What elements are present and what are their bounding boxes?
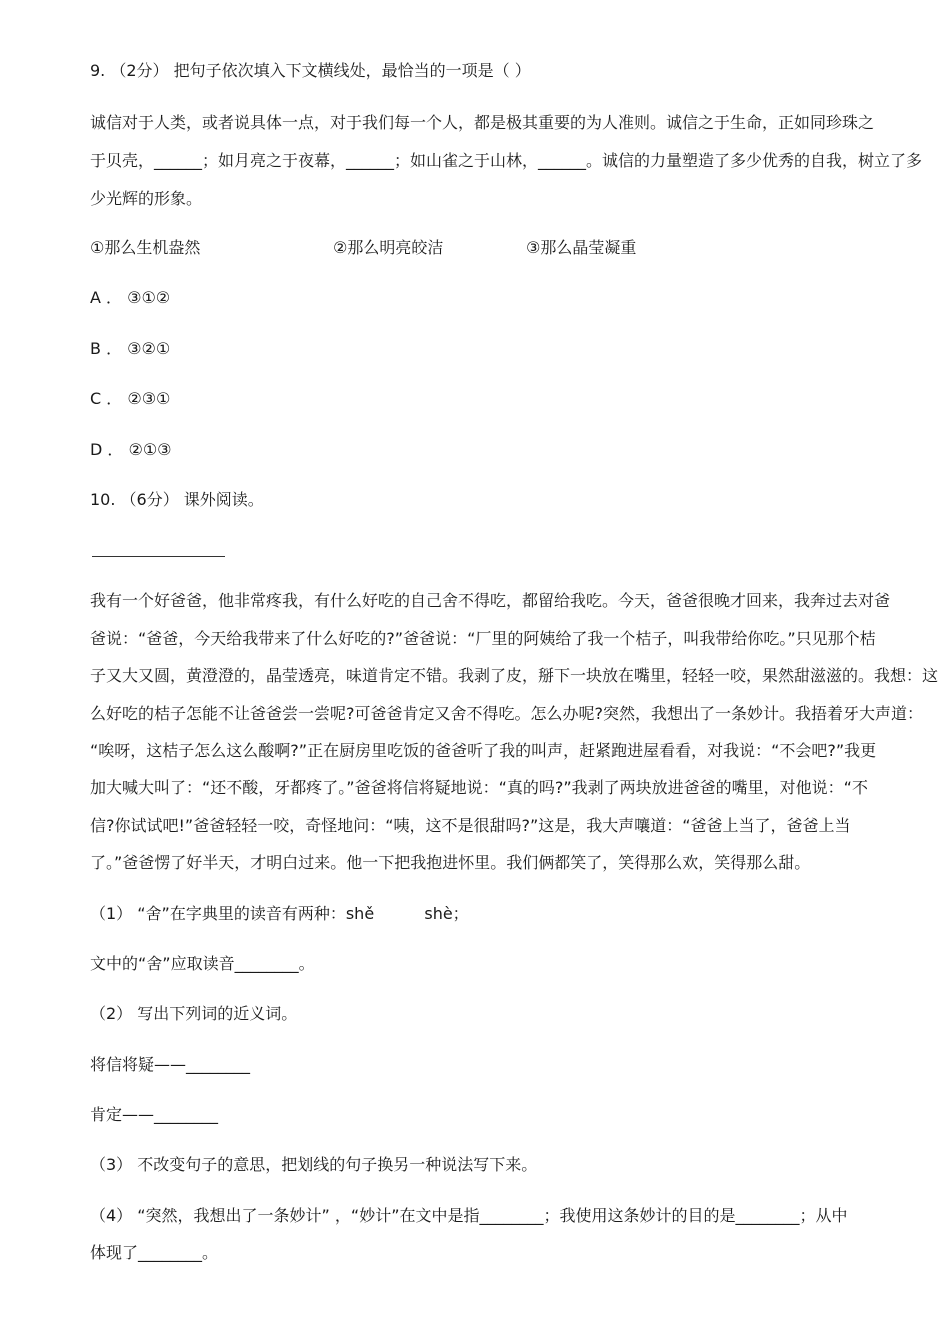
sub2-answer-line-2[interactable]: 肯定——________ [90,1105,219,1124]
q10-passage-line-4: 么好吃的桔子怎能不让爸爸尝一尝呢?可爸爸肯定又舍不得吃。怎么办呢?突然，我想出了一条妙计。我捂着牙大声道： [90,704,923,723]
q10-passage-line-7: 信?你试试吧!”爸爸轻轻一咬，奇怪地问：“咦，这不是很甜吗?”这是，我大声嚷道：“爸爸上当了，爸爸上当 [90,816,851,835]
sub1-pronunciation-2: shè； [424,904,469,923]
q10-passage-line-2: 爸说：“爸爸，今天给我带来了什么好吃的?”爸爸说：“厂里的阿姨给了我一个桔子，叫我带给你吃。”只见那个桔 [90,629,876,648]
q10-passage-line-1: 我有一个好爸爸，他非常疼我，有什么好吃的自己舍不得吃，都留给我吃。今天，爸爸很晚才回来，我奔过去对爸 [90,591,891,610]
passage-title-blank [92,556,225,557]
q10-header: 10. （6分） 课外阅读。 [90,490,264,509]
q9-passage-line-3: 少光辉的形象。 [90,189,203,208]
q9-phrase-3: ③那么晶莹凝重 [526,238,637,257]
sub-question-4-line-1[interactable]: （4） “突然，我想出了一条妙计” ，“妙计”在文中是指________；我使用这条妙计的目的是________；从中 [90,1206,848,1225]
sub-question-4-line-2[interactable]: 体现了________。 [90,1243,219,1262]
q9-passage-line-1: 诚信对于人类，或者说具体一点，对于我们每一个人，都是极其重要的为人准则。诚信之于生命，正如同珍珠之 [90,113,875,132]
sub2-answer-line-1[interactable]: 将信将疑——________ [90,1055,251,1074]
q9-header: 9. （2分） 把句子依次填入下文横线处，最恰当的一项是（ ） [90,61,531,80]
q10-passage-line-8: 了。”爸爸愣了好半天，才明白过来。他一下把我抱进怀里。我们俩都笑了，笑得那么欢，笑得那么甜。 [90,853,811,872]
q9-option-d[interactable]: D ． ②①③ [90,440,172,459]
sub-question-1 [90,903,469,925]
q9-option-b[interactable]: B ． ③②① [90,339,171,358]
sub-question-3: （3） 不改变句子的意思，把划线的句子换另一种说法写下来。 [90,1155,538,1174]
q9-phrase-2: ②那么明亮皎洁 [333,238,444,257]
q10-passage-line-6: 加大喊大叫了：“还不酸，牙都疼了。”爸爸将信将疑地说：“真的吗?”我剥了两块放进爸爸的嘴里，对他说：“不 [90,778,868,797]
q10-passage-line-3: 子又大又圆，黄澄澄的，晶莹透亮，味道肯定不错。我剥了皮，掰下一块放在嘴里，轻轻一咬，果然甜滋滋的。我想：这 [90,666,939,685]
sub-question-2: （2） 写出下列词的近义词。 [90,1004,298,1023]
q9-option-c[interactable]: C ． ②③① [90,389,171,408]
q10-passage-line-5: “唉呀，这桔子怎么这么酸啊?”正在厨房里吃饭的爸爸听了我的叫声，赶紧跑进屋看看，对我说：“不会吧?”我更 [90,741,877,760]
sub1-prompt: （1） “舍”在字典里的读音有两种：shě [90,904,375,923]
sub1-answer-line[interactable]: 文中的“舍”应取读音________。 [90,954,315,973]
q9-passage-line-2: 于贝壳，______；如月亮之于夜幕，______；如山雀之于山林，______。诚信的力量塑造了多少优秀的自我，树立了多 [90,151,923,170]
q9-option-a[interactable]: A ． ③①② [90,288,171,307]
q9-phrase-1: ①那么生机盎然 [90,238,201,257]
